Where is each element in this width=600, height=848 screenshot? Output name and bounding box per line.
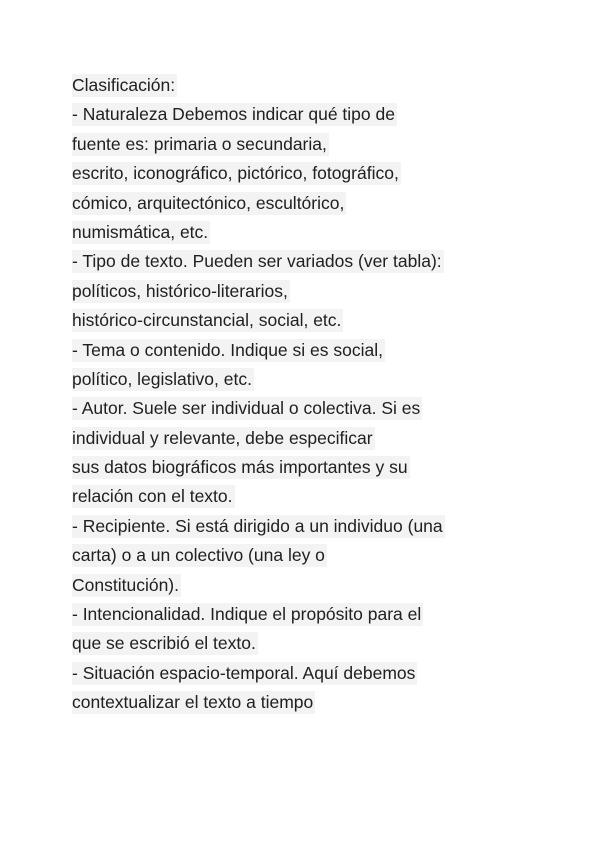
text-line: [72, 541, 542, 570]
text-line: [72, 600, 542, 629]
text-line: [72, 512, 542, 541]
text-line-content: escrito, iconográfico, pictórico, fotográfico,: [72, 163, 399, 184]
text-line: [72, 189, 542, 218]
text-line-content: contextualizar el texto a tiempo: [72, 692, 314, 713]
text-line-content: fuente es: primaria o secundaria,: [72, 133, 327, 154]
text-line-content: sus datos biográficos más importantes y su: [72, 457, 408, 478]
text-line: [72, 247, 542, 276]
text-line-content: - Situación espacio-temporal. Aquí debemos: [72, 662, 416, 683]
text-line-content: individual y relevante, debe especificar: [72, 427, 373, 448]
text-line: [72, 659, 542, 688]
text-line: [72, 130, 542, 159]
text-line: [72, 394, 542, 423]
document-text: [72, 71, 542, 718]
text-line: [72, 336, 542, 365]
text-line: [72, 453, 542, 482]
text-line-content: político, legislativo, etc.: [72, 368, 252, 389]
text-line-content: - Autor. Suele ser individual o colectiva. Si es: [72, 398, 421, 419]
text-line: [72, 277, 542, 306]
text-line: [72, 365, 542, 394]
text-line-content: que se escribió el texto.: [72, 633, 256, 654]
text-line-content: - Naturaleza Debemos indicar qué tipo de: [72, 104, 395, 125]
text-line-content: Clasificación:: [72, 75, 176, 95]
text-line-content: histórico-circunstancial, social, etc.: [72, 310, 342, 331]
text-line-content: políticos, histórico-literarios,: [72, 280, 288, 301]
text-line: [72, 159, 542, 188]
text-line: [72, 571, 542, 600]
text-line-content: carta) o a un colectivo (una ley o: [72, 545, 325, 566]
text-line: [72, 218, 542, 247]
text-line-content: Constitución).: [72, 574, 179, 595]
text-line: [72, 482, 542, 511]
text-line: [72, 688, 542, 717]
text-line-content: - Intencionalidad. Indique el propósito para el: [72, 604, 422, 625]
text-line: [72, 71, 542, 100]
text-line: [72, 100, 542, 129]
text-line-content: cómico, arquitectónico, escultórico,: [72, 192, 345, 213]
text-line-content: numismática, etc.: [72, 221, 209, 242]
text-line: [72, 424, 542, 453]
text-line: [72, 629, 542, 658]
text-line-content: relación con el texto.: [72, 486, 233, 507]
text-line-content: - Tema o contenido. Indique si es social,: [72, 339, 383, 360]
text-line: [72, 306, 542, 335]
text-line-content: - Tipo de texto. Pueden ser variados (ver tabla):: [72, 251, 442, 272]
text-line-content: - Recipiente. Si está dirigido a un individuo (una: [72, 515, 443, 536]
